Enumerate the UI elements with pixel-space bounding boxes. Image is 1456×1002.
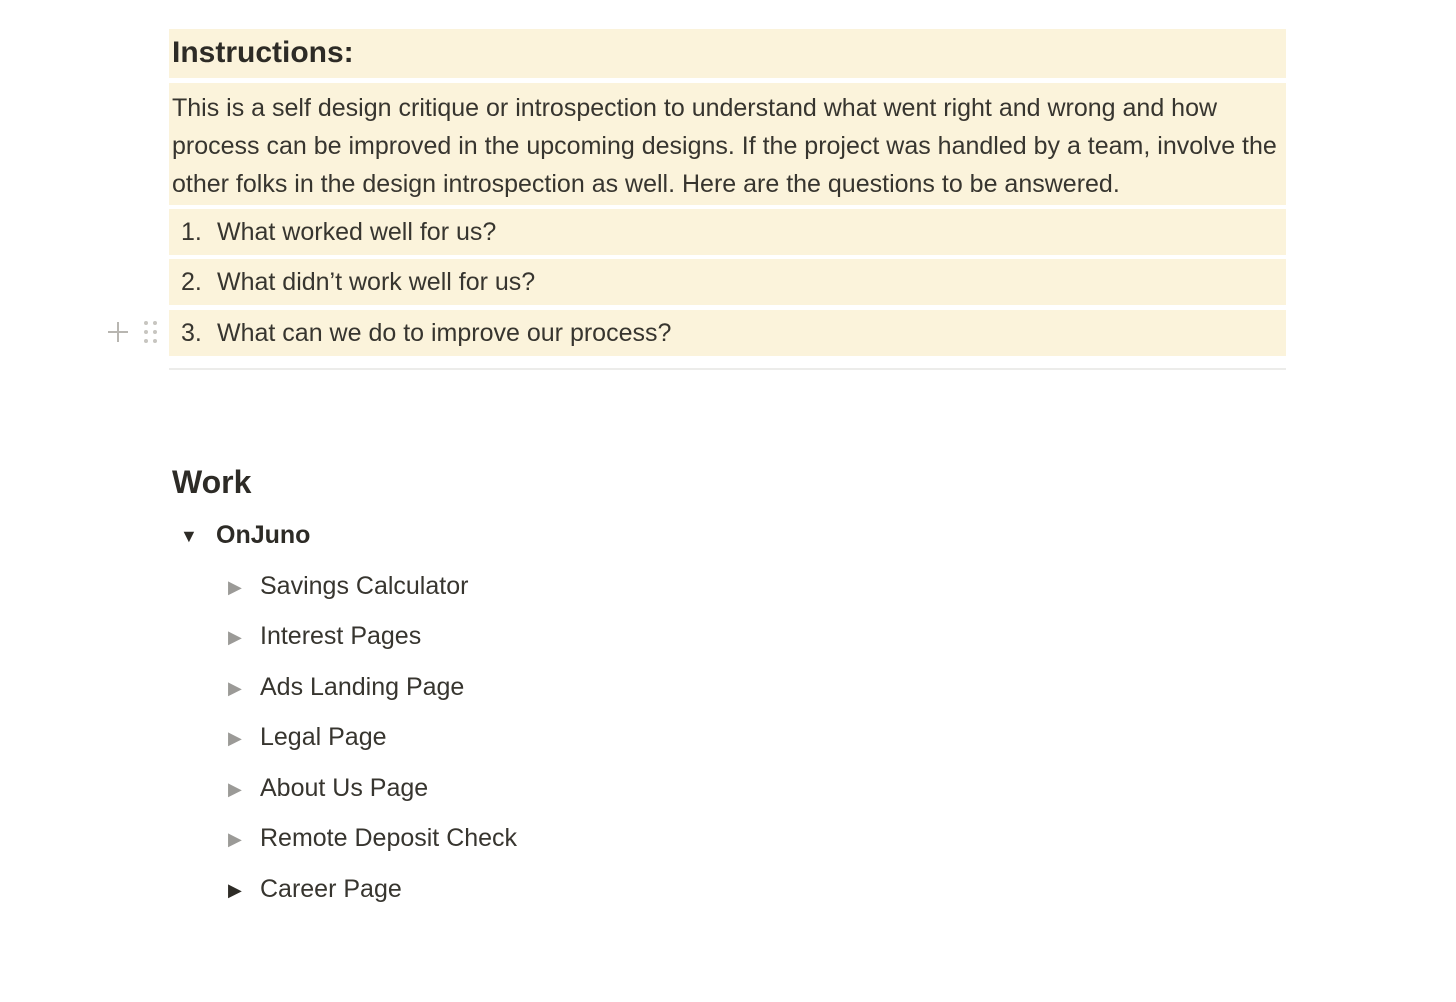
drag-handle-icon[interactable]: [144, 321, 158, 345]
instructions-paragraph: This is a self design critique or introspection to understand what went right and wrong and how process can be improved in the upcoming designs. If the project was handled by a team, involve the other folks in the design introspection as well. Here are the questions to be answered.: [172, 94, 1277, 198]
plus-icon[interactable]: [106, 317, 130, 349]
triangle-right-icon[interactable]: ▶: [228, 779, 242, 799]
toggle-label: Interest Pages: [260, 622, 422, 650]
list-item-text: What worked well for us?: [217, 218, 497, 246]
instructions-paragraph-block[interactable]: [169, 83, 1286, 205]
list-item-question-2[interactable]: [169, 259, 1286, 305]
toggle-label: Career Page: [260, 875, 402, 903]
list-number: 3.: [181, 319, 202, 347]
list-item-text: What can we do to improve our process?: [217, 319, 672, 347]
list-number: 2.: [181, 268, 202, 296]
toggle-label: Savings Calculator: [260, 572, 469, 600]
triangle-down-icon[interactable]: ▼: [180, 526, 198, 546]
toggle-label: About Us Page: [260, 774, 429, 802]
toggle-label: OnJuno: [216, 521, 311, 549]
triangle-right-icon[interactable]: ▶: [228, 880, 242, 900]
triangle-right-icon[interactable]: ▶: [228, 627, 242, 647]
triangle-right-icon[interactable]: ▶: [228, 829, 242, 849]
triangle-right-icon[interactable]: ▶: [228, 728, 242, 748]
divider: [169, 368, 1286, 370]
plus-icon-glyph: [106, 320, 130, 344]
toggle-label: Legal Page: [260, 723, 387, 751]
instructions-heading-block[interactable]: [169, 29, 1286, 78]
toggle-label: Ads Landing Page: [260, 673, 465, 701]
triangle-right-icon[interactable]: ▶: [228, 678, 242, 698]
list-item-question-3[interactable]: [169, 310, 1286, 356]
list-number: 1.: [181, 218, 202, 246]
instructions-heading: Instructions:: [172, 36, 354, 69]
triangle-right-icon[interactable]: ▶: [228, 577, 242, 597]
list-item-question-1[interactable]: [169, 209, 1286, 255]
work-heading: Work: [172, 464, 252, 500]
list-item-text: What didn’t work well for us?: [217, 268, 536, 296]
toggle-label: Remote Deposit Check: [260, 824, 518, 852]
